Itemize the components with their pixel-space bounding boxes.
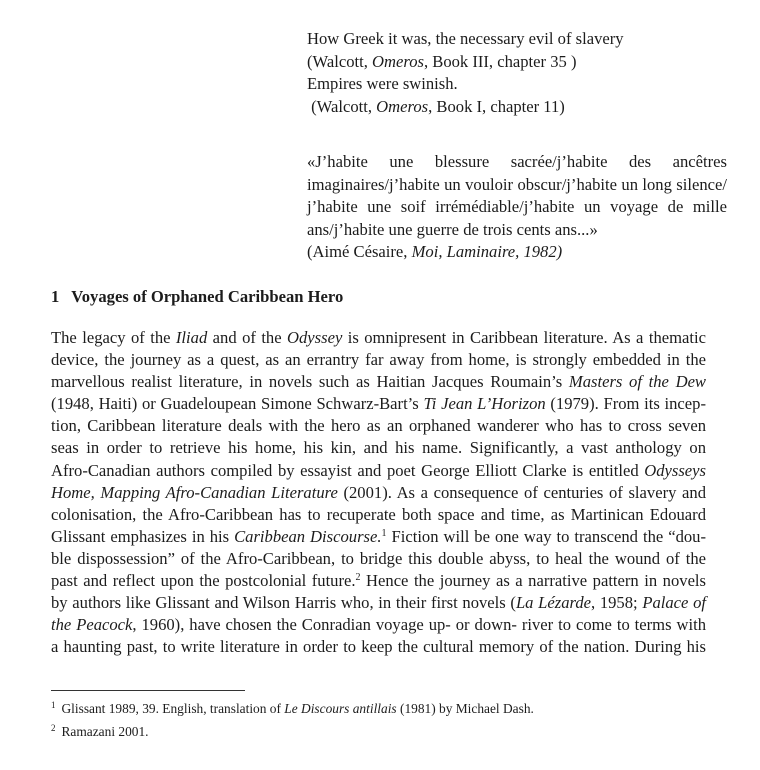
footnote: $^2$ Ramazani 2001. (51, 722, 149, 739)
epigraph-citation: (Walcott, Omeros, Book I, chapter 11) (307, 96, 565, 116)
text-line: ble dispossession” of the Afro-Caribbean, to bridge this double abyss, to heal the wound of the (51, 548, 706, 568)
text-line: colonisation, the Afro-Caribbean has to recuperate both space and time, as Martinican Edouard (51, 504, 706, 524)
text-line: marvellous realist literature, in novels such as Haitian Jacques Roumain’s Masters of the Dew (51, 372, 706, 392)
epigraph-citation: (Aimé Césaire, Moi, Laminaire, 1982) (307, 242, 563, 261)
footnote: $^1$ Glissant 1989, 39. English, translation of Le Discours antillais (1981) by Michael Dash. (51, 700, 534, 716)
text-line: device, the journey as a quest, as an errantry far away from home, is strongly embedded in the (51, 350, 706, 370)
epigraph-walcott (307, 28, 727, 118)
footnote-ref[interactable]: 2 (355, 572, 361, 584)
footnote-ref[interactable]: 1 (381, 527, 387, 539)
text-line: (1948, Haiti) or Guadeloupean Simone Schwarz-Bart’s Ti Jean L’Horizon (1979). From its incep- (51, 394, 706, 414)
epigraph-cesaire (307, 151, 727, 264)
section-number: 1 (51, 287, 60, 306)
section-heading (51, 287, 343, 307)
epigraph-line: How Greek it was, the necessary evil of slavery (307, 29, 624, 48)
footnote-mark: 2 (51, 722, 56, 733)
footnote-mark: 1 (51, 700, 56, 710)
text-line: the Peacock, 1960), have chosen the Conradian voyage up- or down- river to come to terms with (51, 615, 706, 635)
text-line: tion, Caribbean literature deals with the hero as an orphaned wanderer who has to cross seven (51, 416, 706, 436)
footnotes (51, 696, 534, 741)
body-paragraph (51, 327, 706, 658)
text-line: Glissant emphasizes in his Caribbean Discourse.$^1$ Fiction will be one way to transcend the “dou- (51, 526, 707, 546)
text-line: past and reflect upon the postcolonial future.$^2$ Hence the journey as a narrative pattern in novels (51, 571, 707, 591)
text-line: seas in order to retrieve his home, his kin, and his name. Significantly, a vast anthology on (51, 438, 706, 458)
text-line: by authors like Glissant and Wilson Harris who, in their first novels (La Lézarde, 1958; Palace of (51, 593, 706, 613)
epigraph-line: Empires were swinish. (307, 74, 458, 93)
epigraph-quote: «J’habite une blessure sacrée/j’habite des ancêtres imaginaires/j’habite un vouloir obscur/j’habite un long silence/ j’habite une soif irrémédiable/j’habite un voyage de mille ans/j’habite une guerre de trois cents ans...» (307, 152, 727, 239)
text-line: The legacy of the Iliad and of the Odyssey is omnipresent in Caribbean literature. As a thematic (51, 328, 706, 347)
epigraph-citation: (Walcott, Omeros, Book III, chapter 35 ) (307, 51, 577, 71)
footnote-divider (51, 690, 245, 691)
text-line: a haunting past, to write literature in order to keep the cultural memory of the nation. During his (51, 637, 706, 657)
text-line: Afro-Canadian authors compiled by essayist and poet George Elliott Clarke is entitled Odysseys (51, 460, 706, 480)
section-title: Voyages of Orphaned Caribbean Hero (71, 287, 344, 306)
text-line: Home, Mapping Afro-Canadian Literature (2001). As a consequence of centuries of slavery and (51, 482, 706, 502)
